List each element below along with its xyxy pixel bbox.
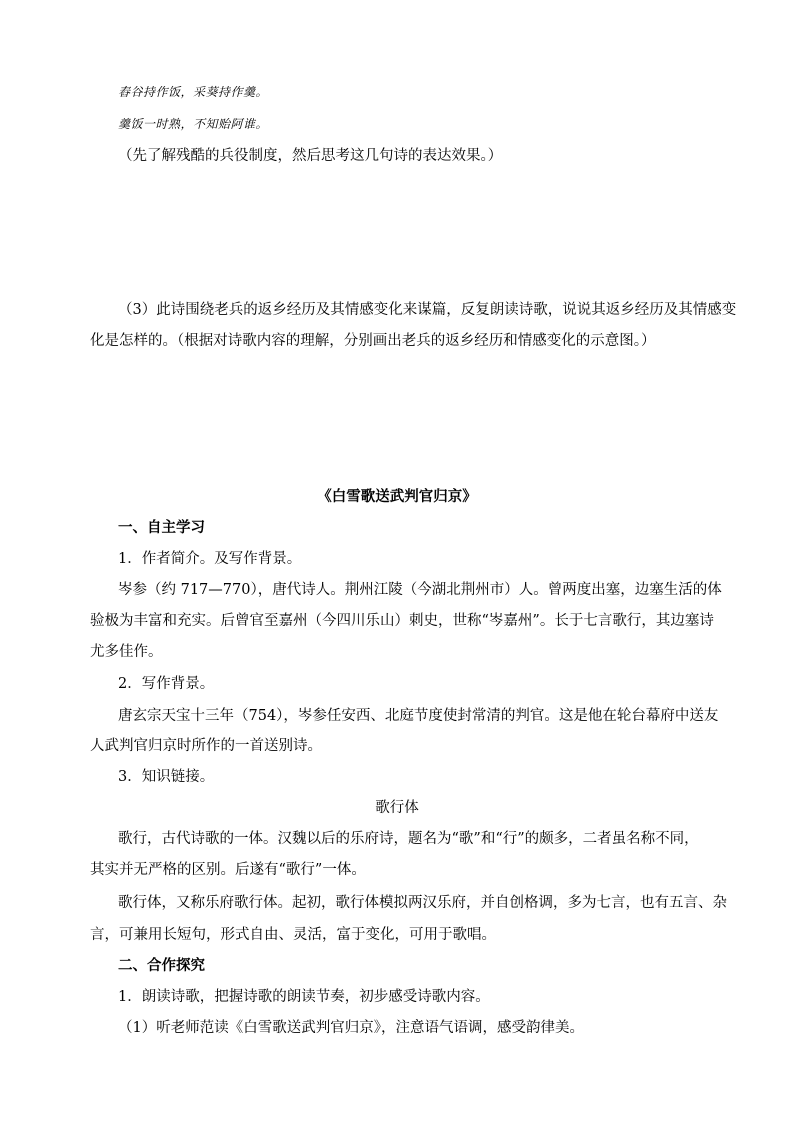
section-title: 《白雪歌送武判官归京》: [317, 488, 477, 505]
author-bio-line-1: 岑参（约 717—770），唐代诗人。荆州江陵（今湖北荆州市）人。曾两度出塞，边塞生活的体: [118, 582, 722, 598]
genre-title: 歌行体: [375, 800, 419, 816]
genre-paragraph-1-line-1: 歌行，古代诗歌的一体。汉魏以后的乐府诗，题名为“歌”和“行”的颇多，二者虽名称不同，: [118, 831, 699, 847]
task1-sub1: （1）听老师范读《白雪歌送武判官归京》，注意语气语调，感受韵律美。: [118, 1020, 584, 1036]
task1-heading: 1．朗读诗歌，把握诗歌的朗读节奏，初步感受诗歌内容。: [118, 989, 490, 1005]
item2-heading: 2．写作背景。: [118, 676, 215, 692]
question-3-line-1: （3）此诗围绕老兵的返乡经历及其情感变化来谋篇，反复朗读诗歌，说说其返乡经历及其情感变: [118, 302, 737, 318]
item1-heading: 1．作者简介。及写作背景。: [118, 551, 302, 567]
hint-text: （先了解残酷的兵役制度，然后思考这几句诗的表达效果。）: [118, 148, 503, 164]
item3-heading: 3．知识链接。: [118, 769, 215, 785]
genre-paragraph-1-line-2: 其实并无严格的区别。后遂有“歌行”一体。: [90, 862, 366, 878]
background-line-2: 人武判官归京时所作的一首送别诗。: [90, 738, 322, 754]
question-3-line-2: 化是怎样的。（根据对诗歌内容的理解，分别画出老兵的返乡经历和情感变化的示意图。）: [90, 333, 656, 349]
part2-heading: 二、合作探究: [118, 957, 205, 974]
background-line-1: 唐玄宗天宝十三年（754），岑参任安西、北庭节度使封常清的判官。这是他在轮台幕府中送友: [118, 708, 719, 724]
poem-line-1: 舂谷持作饭，采葵持作羹。: [118, 85, 269, 99]
author-bio-line-2: 验极为丰富和充实。后曾官至嘉州（今四川乐山）刺史，世称“岑嘉州”。长于七言歌行，其边塞诗: [90, 613, 714, 629]
genre-paragraph-2-line-1: 歌行体，又称乐府歌行体。起初，歌行体模拟两汉乐府，并自创格调，多为七言，也有五言、杂: [118, 895, 727, 911]
poem-line-2: 羹饭一时熟，不知贻阿谁。: [118, 117, 269, 131]
genre-paragraph-2-line-2: 言，可兼用长短句，形式自由、灵活，富于变化，可用于歌唱。: [90, 927, 496, 943]
part1-heading: 一、自主学习: [118, 519, 205, 536]
author-bio-line-3: 尤多佳作。: [90, 644, 163, 660]
